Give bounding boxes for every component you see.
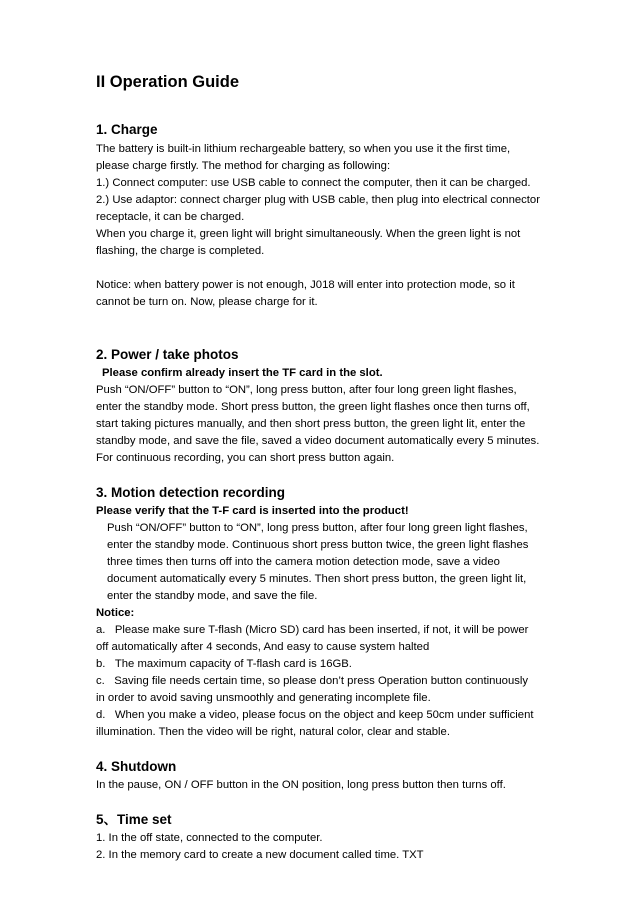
list-item-c: c. Saving file needs certain time, so please don’t press Operation button continuously bbox=[96, 675, 529, 687]
document-body bbox=[96, 70, 543, 864]
paragraph-line: When you charge it, green light will bright simultaneously. When the green light is not bbox=[96, 228, 521, 240]
paragraph-line: 1. In the off state, connected to the computer. bbox=[96, 832, 323, 844]
list-item-a-cont: off automatically after 4 seconds, And easy to cause system halted bbox=[96, 641, 430, 653]
section-shutdown bbox=[96, 757, 543, 794]
section-timeset bbox=[96, 810, 543, 864]
list-item-c-cont: in order to avoid saving unsmoothly and generating incomplete file. bbox=[96, 692, 431, 704]
paragraph-line: Push “ON/OFF” button to “ON”, long press button, after four long green light flashes, bbox=[107, 522, 528, 534]
list-item-d-cont: illumination. Then the video will be right, natural color, clear and stable. bbox=[96, 726, 450, 738]
paragraph-line: In the pause, ON / OFF button in the ON position, long press button then turns off. bbox=[96, 779, 506, 791]
paragraph-line: document automatically every 5 minutes. Then short press button, the green light lit, bbox=[107, 573, 527, 585]
section-heading-timeset: 5、Time set bbox=[96, 812, 172, 827]
section-charge bbox=[96, 120, 543, 311]
section-heading-motion: 3. Motion detection recording bbox=[96, 485, 286, 500]
paragraph-line: please charge firstly. The method for charging as following: bbox=[96, 160, 391, 172]
notice-label: Notice: bbox=[96, 607, 135, 619]
paragraph-line: receptacle, it can be charged. bbox=[96, 211, 245, 223]
section-heading-charge: 1. Charge bbox=[96, 122, 158, 137]
paragraph-line: standby mode, and save the file, saved a video document automatically every 5 minutes. bbox=[96, 435, 540, 447]
section-heading-shutdown: 4. Shutdown bbox=[96, 759, 177, 774]
section-power bbox=[96, 345, 543, 467]
notice-line: Notice: when battery power is not enough, J018 will enter into protection mode, so it bbox=[96, 279, 515, 291]
list-item-d: d. When you make a video, please focus on the object and keep 50cm under sufficient bbox=[96, 709, 534, 721]
section-motion bbox=[96, 483, 543, 741]
paragraph-line: Push “ON/OFF” button to “ON”, long press button, after four long green light flashes, bbox=[96, 384, 517, 396]
paragraph-line: enter the standby mode. Short press button, the green light flashes once then turns off, bbox=[96, 401, 530, 413]
paragraph-line: enter the standby mode, and save the file. bbox=[107, 590, 318, 602]
paragraph-line: 1.) Connect computer: use USB cable to connect the computer, then it can be charged. bbox=[96, 177, 531, 189]
paragraph-line: The battery is built-in lithium rechargeable battery, so when you use it the first time, bbox=[96, 143, 511, 155]
paragraph-line: three times then turns off into the camera motion detection mode, save a video bbox=[107, 556, 500, 568]
paragraph-line: enter the standby mode. Continuous short press button twice, the green light flashes bbox=[107, 539, 529, 551]
list-item-a: a. Please make sure T-flash (Micro SD) card has been inserted, if not, it will be power bbox=[96, 624, 529, 636]
notice-line: cannot be turn on. Now, please charge for it. bbox=[96, 296, 318, 308]
paragraph-line: 2. In the memory card to create a new document called time. TXT bbox=[96, 849, 424, 861]
paragraph-line: start taking pictures manually, and then short press button, the green light lit, enter the bbox=[96, 418, 526, 430]
section-subheading: Please verify that the T-F card is inserted into the product! bbox=[96, 505, 409, 517]
paragraph-line: 2.) Use adaptor: connect charger plug with USB cable, then plug into electrical connector bbox=[96, 194, 540, 206]
paragraph-line: flashing, the charge is completed. bbox=[96, 245, 265, 257]
page-title: II Operation Guide bbox=[96, 73, 240, 91]
section-heading-power: 2. Power / take photos bbox=[96, 347, 239, 362]
paragraph-line: For continuous recording, you can short press button again. bbox=[96, 452, 395, 464]
list-item-b: b. The maximum capacity of T-flash card is 16GB. bbox=[96, 658, 352, 670]
section-subheading: Please confirm already insert the TF card in the slot. bbox=[102, 367, 383, 379]
blank-line bbox=[96, 260, 543, 277]
